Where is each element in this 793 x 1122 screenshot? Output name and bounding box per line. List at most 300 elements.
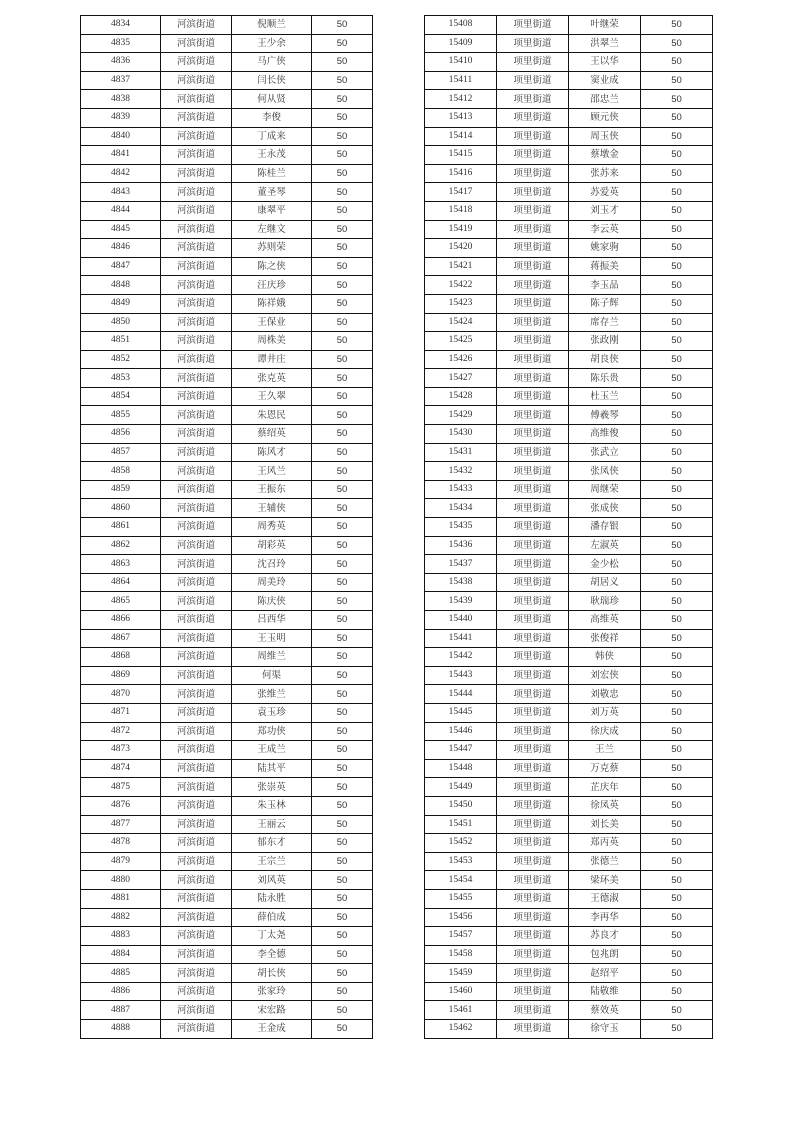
row-number-cell: 4845 (81, 220, 161, 239)
table-row (425, 387, 713, 406)
name-cell: 胡良侠 (569, 350, 641, 369)
amount-cell: 50 (641, 332, 713, 351)
amount-cell: 50 (312, 871, 373, 890)
amount-cell: 50 (312, 350, 373, 369)
street-cell: 河滨街道 (161, 294, 232, 313)
name-cell: 马广侠 (232, 53, 312, 72)
row-number-cell: 15449 (425, 778, 497, 797)
amount-cell: 50 (641, 666, 713, 685)
street-cell: 项里街道 (497, 220, 569, 239)
street-cell: 项里街道 (497, 239, 569, 258)
amount-cell: 50 (312, 499, 373, 518)
row-number-cell: 15410 (425, 53, 497, 72)
name-cell: 周美玲 (232, 573, 312, 592)
street-cell: 项里街道 (497, 629, 569, 648)
row-number-cell: 4887 (81, 1001, 161, 1020)
street-cell: 项里街道 (497, 480, 569, 499)
name-cell: 包兆朗 (569, 945, 641, 964)
row-number-cell: 4880 (81, 871, 161, 890)
table-row (81, 703, 373, 722)
amount-cell: 50 (641, 387, 713, 406)
amount-cell: 50 (641, 499, 713, 518)
row-number-cell: 15425 (425, 332, 497, 351)
name-cell: 刘宏侠 (569, 666, 641, 685)
table-row (425, 834, 713, 853)
name-cell: 郑功侠 (232, 722, 312, 741)
amount-cell: 50 (641, 34, 713, 53)
name-cell: 康翠平 (232, 201, 312, 220)
name-cell: 王保业 (232, 313, 312, 332)
name-cell: 胡彩英 (232, 536, 312, 555)
row-number-cell: 4846 (81, 239, 161, 258)
amount-cell: 50 (312, 90, 373, 109)
street-cell: 河滨街道 (161, 871, 232, 890)
street-cell: 项里街道 (497, 815, 569, 834)
street-cell: 河滨街道 (161, 518, 232, 537)
row-number-cell: 15459 (425, 964, 497, 983)
street-cell: 河滨街道 (161, 16, 232, 35)
amount-cell: 50 (312, 573, 373, 592)
street-cell: 河滨街道 (161, 648, 232, 667)
table-row (81, 964, 373, 983)
amount-cell: 50 (641, 220, 713, 239)
street-cell: 项里街道 (497, 611, 569, 630)
name-cell: 窦业成 (569, 71, 641, 90)
street-cell: 项里街道 (497, 462, 569, 481)
row-number-cell: 15421 (425, 257, 497, 276)
row-number-cell: 4869 (81, 666, 161, 685)
table-row (81, 53, 373, 72)
amount-cell: 50 (312, 313, 373, 332)
table-row (425, 406, 713, 425)
row-number-cell: 15444 (425, 685, 497, 704)
amount-cell: 50 (312, 908, 373, 927)
table-row (81, 127, 373, 146)
table-row (81, 592, 373, 611)
street-cell: 河滨街道 (161, 1001, 232, 1020)
table-row (81, 815, 373, 834)
table-row (81, 276, 373, 295)
table-row (81, 425, 373, 444)
table-row (425, 462, 713, 481)
street-cell: 河滨街道 (161, 108, 232, 127)
street-cell: 河滨街道 (161, 759, 232, 778)
row-number-cell: 4855 (81, 406, 161, 425)
street-cell: 河滨街道 (161, 276, 232, 295)
name-cell: 李全德 (232, 945, 312, 964)
name-cell: 洪翠兰 (569, 34, 641, 53)
row-number-cell: 15446 (425, 722, 497, 741)
street-cell: 项里街道 (497, 982, 569, 1001)
name-cell: 张克英 (232, 369, 312, 388)
amount-cell: 50 (312, 834, 373, 853)
name-cell: 王少余 (232, 34, 312, 53)
table-row (425, 257, 713, 276)
name-cell: 左淑英 (569, 536, 641, 555)
street-cell: 河滨街道 (161, 313, 232, 332)
name-cell: 韩侠 (569, 648, 641, 667)
table-row (425, 815, 713, 834)
name-cell: 朱玉林 (232, 796, 312, 815)
row-number-cell: 15414 (425, 127, 497, 146)
row-number-cell: 4858 (81, 462, 161, 481)
street-cell: 项里街道 (497, 759, 569, 778)
table-row (81, 573, 373, 592)
table-row (81, 201, 373, 220)
name-cell: 王永茂 (232, 146, 312, 165)
name-cell: 苏爱英 (569, 183, 641, 202)
table-row (81, 889, 373, 908)
street-cell: 河滨街道 (161, 685, 232, 704)
street-cell: 项里街道 (497, 666, 569, 685)
street-cell: 项里街道 (497, 425, 569, 444)
street-cell: 河滨街道 (161, 834, 232, 853)
name-cell: 张德兰 (569, 852, 641, 871)
row-number-cell: 4851 (81, 332, 161, 351)
row-number-cell: 15450 (425, 796, 497, 815)
table-row (425, 201, 713, 220)
amount-cell: 50 (641, 183, 713, 202)
table-row (81, 852, 373, 871)
row-number-cell: 15441 (425, 629, 497, 648)
name-cell: 袁玉珍 (232, 703, 312, 722)
street-cell: 河滨街道 (161, 573, 232, 592)
street-cell: 项里街道 (497, 703, 569, 722)
name-cell: 张成侠 (569, 499, 641, 518)
name-cell: 王丽云 (232, 815, 312, 834)
name-cell: 金少松 (569, 555, 641, 574)
street-cell: 项里街道 (497, 852, 569, 871)
table-row (81, 666, 373, 685)
row-number-cell: 15456 (425, 908, 497, 927)
amount-cell: 50 (641, 369, 713, 388)
row-number-cell: 4872 (81, 722, 161, 741)
name-cell: 陈祥娥 (232, 294, 312, 313)
amount-cell: 50 (641, 703, 713, 722)
street-cell: 项里街道 (497, 332, 569, 351)
amount-cell: 50 (312, 555, 373, 574)
amount-cell: 50 (312, 332, 373, 351)
amount-cell: 50 (312, 294, 373, 313)
row-number-cell: 4867 (81, 629, 161, 648)
row-number-cell: 15452 (425, 834, 497, 853)
name-cell: 左继文 (232, 220, 312, 239)
name-cell: 陈子辉 (569, 294, 641, 313)
row-number-cell: 15429 (425, 406, 497, 425)
street-cell: 项里街道 (497, 71, 569, 90)
table-row (81, 108, 373, 127)
name-cell: 周维兰 (232, 648, 312, 667)
name-cell: 周继荣 (569, 480, 641, 499)
amount-cell: 50 (312, 34, 373, 53)
street-cell: 河滨街道 (161, 425, 232, 444)
row-number-cell: 4857 (81, 443, 161, 462)
street-cell: 项里街道 (497, 164, 569, 183)
row-number-cell: 15422 (425, 276, 497, 295)
amount-cell: 50 (641, 201, 713, 220)
name-cell: 胡长侠 (232, 964, 312, 983)
row-number-cell: 15415 (425, 146, 497, 165)
name-cell: 谭井庄 (232, 350, 312, 369)
table-row (81, 536, 373, 555)
name-cell: 徐守玉 (569, 1020, 641, 1039)
street-cell: 项里街道 (497, 90, 569, 109)
row-number-cell: 4835 (81, 34, 161, 53)
name-cell: 陆其平 (232, 759, 312, 778)
table-row (81, 685, 373, 704)
street-cell: 河滨街道 (161, 127, 232, 146)
amount-cell: 50 (312, 964, 373, 983)
amount-cell: 50 (312, 592, 373, 611)
row-number-cell: 15411 (425, 71, 497, 90)
row-number-cell: 15424 (425, 313, 497, 332)
row-number-cell: 4873 (81, 741, 161, 760)
amount-cell: 50 (312, 480, 373, 499)
street-cell: 项里街道 (497, 778, 569, 797)
row-number-cell: 15428 (425, 387, 497, 406)
table-row (81, 1020, 373, 1039)
table-row (425, 555, 713, 574)
amount-cell: 50 (312, 666, 373, 685)
table-row (81, 183, 373, 202)
amount-cell: 50 (641, 778, 713, 797)
row-number-cell: 4843 (81, 183, 161, 202)
name-cell: 徐凤英 (569, 796, 641, 815)
street-cell: 项里街道 (497, 146, 569, 165)
table-row (425, 239, 713, 258)
amount-cell: 50 (641, 480, 713, 499)
name-cell: 朱恩民 (232, 406, 312, 425)
street-cell: 河滨街道 (161, 741, 232, 760)
amount-cell: 50 (641, 945, 713, 964)
table-row (425, 443, 713, 462)
table-row (81, 313, 373, 332)
row-number-cell: 15417 (425, 183, 497, 202)
table-row (81, 945, 373, 964)
name-cell: 张维兰 (232, 685, 312, 704)
street-cell: 项里街道 (497, 443, 569, 462)
row-number-cell: 4881 (81, 889, 161, 908)
row-number-cell: 15409 (425, 34, 497, 53)
row-number-cell: 4847 (81, 257, 161, 276)
amount-cell: 50 (641, 127, 713, 146)
row-number-cell: 15455 (425, 889, 497, 908)
amount-cell: 50 (312, 536, 373, 555)
street-cell: 河滨街道 (161, 722, 232, 741)
name-cell: 李玉品 (569, 276, 641, 295)
name-cell: 何从贤 (232, 90, 312, 109)
amount-cell: 50 (641, 1020, 713, 1039)
table-row (425, 294, 713, 313)
row-number-cell: 4850 (81, 313, 161, 332)
amount-cell: 50 (312, 462, 373, 481)
table-row (425, 852, 713, 871)
amount-cell: 50 (641, 964, 713, 983)
street-cell: 项里街道 (497, 871, 569, 890)
table-row (425, 908, 713, 927)
row-number-cell: 4854 (81, 387, 161, 406)
street-cell: 河滨街道 (161, 536, 232, 555)
row-number-cell: 4878 (81, 834, 161, 853)
name-cell: 沈召玲 (232, 555, 312, 574)
street-cell: 项里街道 (497, 34, 569, 53)
name-cell: 高维英 (569, 611, 641, 630)
name-cell: 王振东 (232, 480, 312, 499)
row-number-cell: 4876 (81, 796, 161, 815)
name-cell: 高维俊 (569, 425, 641, 444)
street-cell: 项里街道 (497, 592, 569, 611)
street-cell: 河滨街道 (161, 703, 232, 722)
street-cell: 项里街道 (497, 518, 569, 537)
name-cell: 蔡墩金 (569, 146, 641, 165)
name-cell: 陈风才 (232, 443, 312, 462)
table-row (425, 536, 713, 555)
table-row (81, 387, 373, 406)
name-cell: 万克蔡 (569, 759, 641, 778)
name-cell: 苏良才 (569, 927, 641, 946)
row-number-cell: 4842 (81, 164, 161, 183)
table-row (425, 964, 713, 983)
street-cell: 项里街道 (497, 127, 569, 146)
amount-cell: 50 (641, 759, 713, 778)
table-row (425, 666, 713, 685)
amount-cell: 50 (312, 443, 373, 462)
street-cell: 项里街道 (497, 722, 569, 741)
name-cell: 王金成 (232, 1020, 312, 1039)
name-cell: 张武立 (569, 443, 641, 462)
table-row (425, 108, 713, 127)
street-cell: 河滨街道 (161, 815, 232, 834)
row-number-cell: 4875 (81, 778, 161, 797)
table-row (81, 146, 373, 165)
row-number-cell: 15447 (425, 741, 497, 760)
street-cell: 项里街道 (497, 1020, 569, 1039)
name-cell: 杜玉兰 (569, 387, 641, 406)
table-row (425, 350, 713, 369)
street-cell: 河滨街道 (161, 201, 232, 220)
name-cell: 周株美 (232, 332, 312, 351)
amount-cell: 50 (312, 53, 373, 72)
row-number-cell: 15423 (425, 294, 497, 313)
name-cell: 周秀英 (232, 518, 312, 537)
name-cell: 叶继荣 (569, 16, 641, 35)
amount-cell: 50 (641, 927, 713, 946)
street-cell: 河滨街道 (161, 982, 232, 1001)
table-row (425, 499, 713, 518)
row-number-cell: 4884 (81, 945, 161, 964)
table-row (425, 518, 713, 537)
row-number-cell: 4848 (81, 276, 161, 295)
amount-cell: 50 (641, 852, 713, 871)
table-row (81, 611, 373, 630)
street-cell: 河滨街道 (161, 964, 232, 983)
table-row (425, 480, 713, 499)
street-cell: 项里街道 (497, 685, 569, 704)
name-cell: 蒋振美 (569, 257, 641, 276)
row-number-cell: 4861 (81, 518, 161, 537)
amount-cell: 50 (641, 573, 713, 592)
amount-cell: 50 (641, 276, 713, 295)
amount-cell: 50 (641, 834, 713, 853)
name-cell: 郑丙英 (569, 834, 641, 853)
street-cell: 河滨街道 (161, 499, 232, 518)
amount-cell: 50 (312, 945, 373, 964)
name-cell: 陈乐贵 (569, 369, 641, 388)
amount-cell: 50 (641, 982, 713, 1001)
amount-cell: 50 (312, 982, 373, 1001)
amount-cell: 50 (312, 201, 373, 220)
row-number-cell: 15420 (425, 239, 497, 258)
name-cell: 芷庆年 (569, 778, 641, 797)
name-cell: 张俊祥 (569, 629, 641, 648)
row-number-cell: 4840 (81, 127, 161, 146)
row-number-cell: 15418 (425, 201, 497, 220)
name-cell: 张崇英 (232, 778, 312, 797)
name-cell: 丁成来 (232, 127, 312, 146)
street-cell: 项里街道 (497, 648, 569, 667)
street-cell: 项里街道 (497, 276, 569, 295)
amount-cell: 50 (641, 796, 713, 815)
amount-cell: 50 (312, 183, 373, 202)
table-row (81, 982, 373, 1001)
amount-cell: 50 (641, 648, 713, 667)
name-cell: 丁太尧 (232, 927, 312, 946)
table-row (425, 927, 713, 946)
amount-cell: 50 (312, 611, 373, 630)
street-cell: 河滨街道 (161, 555, 232, 574)
row-number-cell: 15431 (425, 443, 497, 462)
row-number-cell: 4883 (81, 927, 161, 946)
street-cell: 河滨街道 (161, 350, 232, 369)
table-row (425, 34, 713, 53)
row-number-cell: 15427 (425, 369, 497, 388)
street-cell: 项里街道 (497, 350, 569, 369)
row-number-cell: 4837 (81, 71, 161, 90)
amount-cell: 50 (312, 852, 373, 871)
table-row (425, 778, 713, 797)
table-row (425, 332, 713, 351)
row-number-cell: 4838 (81, 90, 161, 109)
street-cell: 项里街道 (497, 201, 569, 220)
name-cell: 何渠 (232, 666, 312, 685)
table-row (81, 927, 373, 946)
table-row (425, 90, 713, 109)
row-number-cell: 4856 (81, 425, 161, 444)
name-cell: 王玉明 (232, 629, 312, 648)
street-cell: 河滨街道 (161, 889, 232, 908)
row-number-cell: 4862 (81, 536, 161, 555)
row-number-cell: 15433 (425, 480, 497, 499)
street-cell: 项里街道 (497, 945, 569, 964)
name-cell: 陈庆侠 (232, 592, 312, 611)
amount-cell: 50 (312, 276, 373, 295)
amount-cell: 50 (641, 257, 713, 276)
table-row (81, 462, 373, 481)
amount-cell: 50 (641, 629, 713, 648)
street-cell: 项里街道 (497, 294, 569, 313)
row-number-cell: 4866 (81, 611, 161, 630)
name-cell: 张苏来 (569, 164, 641, 183)
street-cell: 河滨街道 (161, 387, 232, 406)
row-number-cell: 15448 (425, 759, 497, 778)
table-row (425, 945, 713, 964)
amount-cell: 50 (641, 518, 713, 537)
street-cell: 河滨街道 (161, 90, 232, 109)
amount-cell: 50 (641, 90, 713, 109)
table-row (425, 276, 713, 295)
street-cell: 河滨街道 (161, 666, 232, 685)
name-cell: 蔡效英 (569, 1001, 641, 1020)
